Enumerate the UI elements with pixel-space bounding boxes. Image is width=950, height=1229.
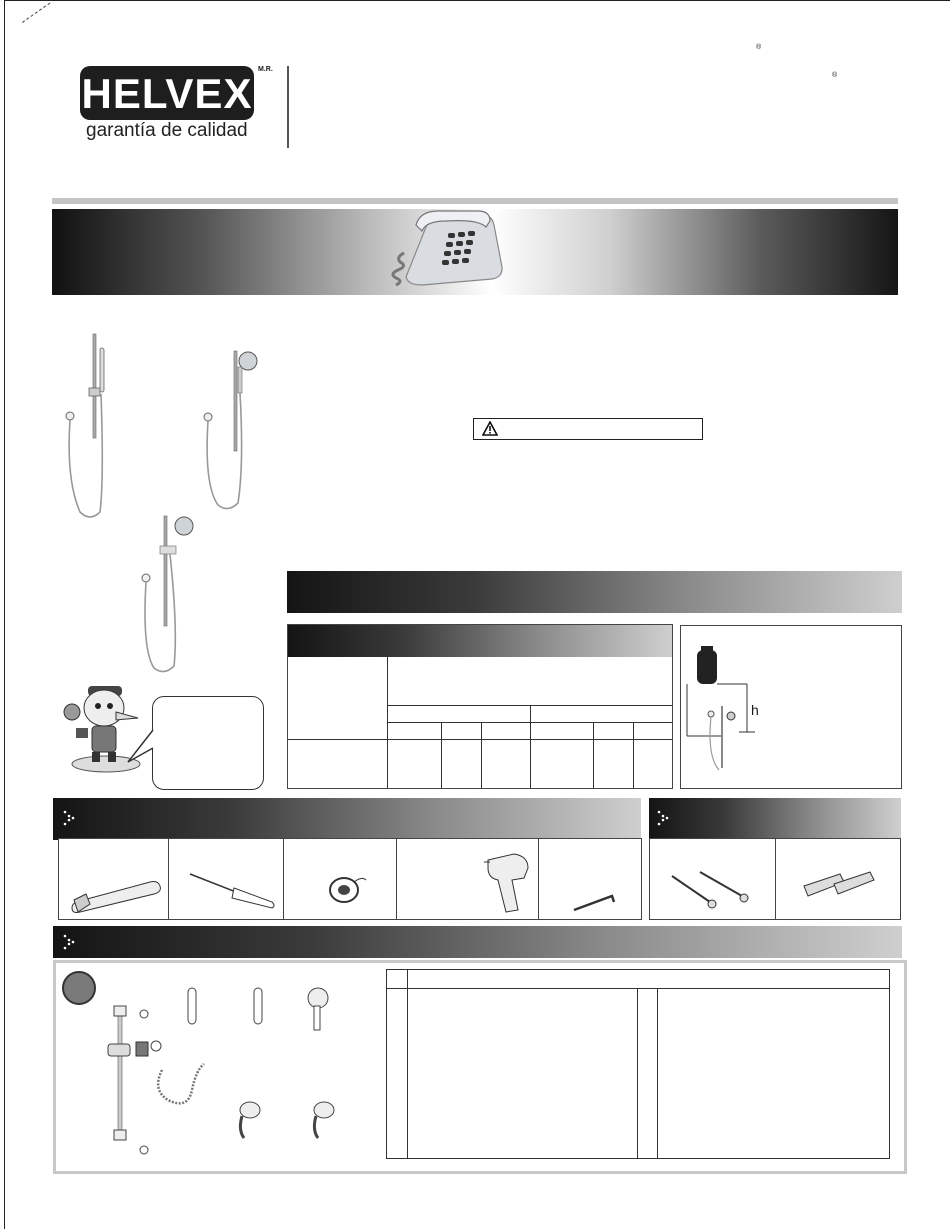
section-bullets-icon [657,810,669,826]
shower-kit-bar-image [60,330,120,520]
dimension-h-label: h [751,702,759,718]
install-height-diagram [680,625,902,789]
registered-mark-1: ® [756,44,762,51]
parts-section-bar [53,926,902,958]
section-bullets-icon [63,810,75,826]
cut-mark [22,2,50,22]
registered-mark-2: ® [832,72,838,79]
helvex-logo: HELVEX [80,66,254,120]
screwdriver-icon [186,866,278,912]
shower-kit-slim-image [140,510,202,680]
parts-badge [62,971,96,1005]
shower-kit-round-image [200,345,262,515]
specs-section-bar [287,571,902,613]
water-heater-diagram [681,626,901,788]
header-divider [287,66,289,148]
adjustable-wrench-icon [70,872,166,916]
screws-icon [664,866,756,910]
drill-icon [484,850,532,914]
sealing-tape-icon [324,868,368,908]
page-border-top [4,0,950,1]
wall-anchors-icon [800,866,878,904]
telephone-icon [386,207,508,289]
page-border-left [4,0,5,1229]
brand-tagline: garantía de calidad [86,120,248,141]
hex-key-icon [570,886,618,914]
tools-section-bar [53,798,641,840]
exploded-parts-diagram [92,970,362,1164]
header-rule [52,198,898,204]
section-bullets-icon [63,934,75,950]
speech-bubble-tail [126,730,156,764]
mascot-speech-bubble [152,696,264,790]
warning-triangle-icon [482,421,498,436]
specs-table [287,624,673,789]
supplied-section-bar [649,798,901,840]
parts-list-table [386,969,890,1159]
specs-table-header [288,625,672,657]
warning-box [473,418,703,440]
trademark-mark: M.R. [258,66,273,73]
